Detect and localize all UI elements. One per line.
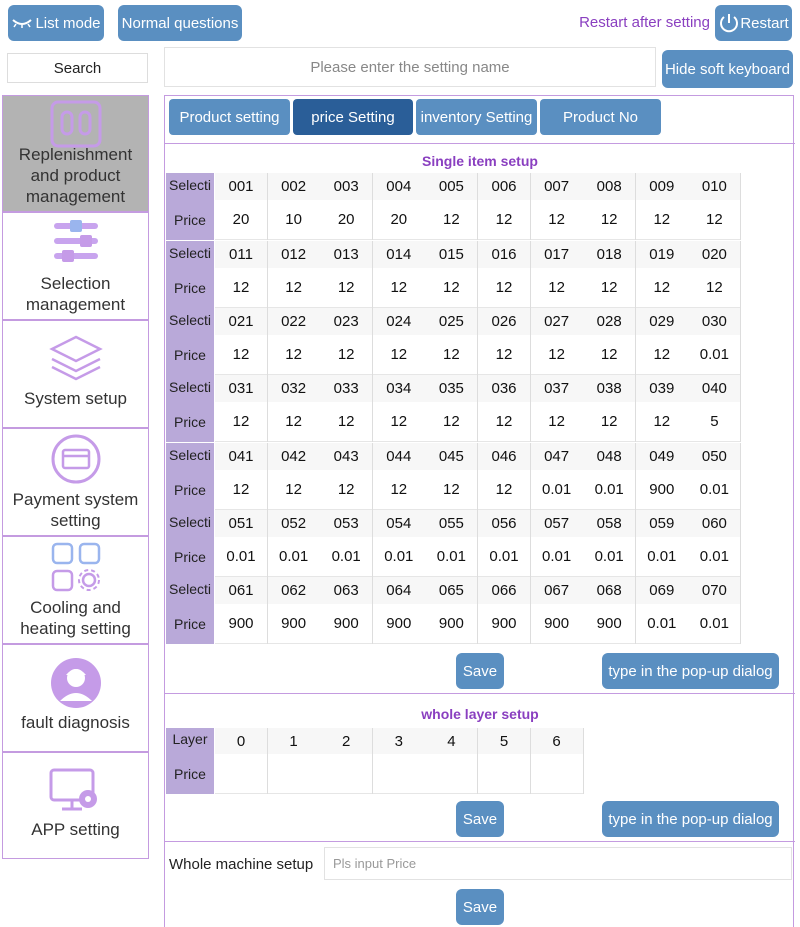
price-row-header: Price bbox=[166, 200, 214, 240]
price-cell[interactable]: 12 bbox=[268, 268, 320, 308]
cell-divider bbox=[740, 577, 741, 644]
tab-label: Product No bbox=[562, 108, 639, 126]
list-mode-label: List mode bbox=[35, 14, 101, 32]
layer-price-cell[interactable] bbox=[478, 754, 530, 794]
price-cell[interactable]: 0.01 bbox=[583, 470, 635, 510]
price-cell[interactable]: 12 bbox=[215, 268, 267, 308]
selection-cell: 035 bbox=[425, 375, 477, 402]
selection-cell: 044 bbox=[373, 443, 425, 470]
grid-gear-icon bbox=[50, 541, 102, 593]
selection-cell: 056 bbox=[478, 510, 530, 537]
cell-divider bbox=[583, 728, 584, 794]
selection-cell: 024 bbox=[373, 308, 425, 335]
selection-cell: 012 bbox=[268, 241, 320, 268]
price-cell[interactable]: 0.01 bbox=[688, 537, 740, 577]
layer-cell: 3 bbox=[373, 728, 425, 754]
divider bbox=[165, 841, 795, 842]
price-cell[interactable]: 12 bbox=[531, 402, 583, 442]
selection-cell: 063 bbox=[320, 577, 372, 604]
selection-cell: 036 bbox=[478, 375, 530, 402]
price-cell[interactable]: 12 bbox=[583, 200, 635, 240]
price-cell[interactable]: 12 bbox=[583, 268, 635, 308]
price-cell[interactable]: 10 bbox=[268, 200, 320, 240]
price-cell[interactable]: 12 bbox=[215, 470, 267, 510]
price-cell[interactable]: 12 bbox=[478, 470, 530, 510]
selection-cell: 028 bbox=[583, 308, 635, 335]
selection-cell: 029 bbox=[636, 308, 688, 335]
whole-layer-popup-button[interactable]: type in the pop-up dialog bbox=[602, 801, 779, 837]
vending-machine-icon bbox=[50, 100, 102, 148]
cell-divider bbox=[740, 510, 741, 577]
selection-row-header: Selecti bbox=[166, 375, 214, 402]
price-cell[interactable]: 900 bbox=[215, 604, 267, 644]
price-cell[interactable]: 900 bbox=[320, 604, 372, 644]
selection-cell: 017 bbox=[531, 241, 583, 268]
price-cell[interactable]: 12 bbox=[268, 470, 320, 510]
sidebar-item-selection[interactable] bbox=[2, 212, 149, 320]
selection-cell: 069 bbox=[636, 577, 688, 604]
selection-cell: 027 bbox=[531, 308, 583, 335]
sidebar-item-payment[interactable] bbox=[2, 428, 149, 536]
selection-cell: 018 bbox=[583, 241, 635, 268]
selection-cell: 059 bbox=[636, 510, 688, 537]
cell-divider bbox=[740, 443, 741, 510]
price-cell[interactable]: 0.01 bbox=[688, 604, 740, 644]
selection-cell: 070 bbox=[688, 577, 740, 604]
single-item-title: Single item setup bbox=[422, 153, 538, 169]
price-cell[interactable]: 12 bbox=[425, 402, 477, 442]
price-cell[interactable]: 20 bbox=[320, 200, 372, 240]
selection-cell: 040 bbox=[688, 375, 740, 402]
divider bbox=[165, 693, 795, 694]
price-cell[interactable]: 0.01 bbox=[478, 537, 530, 577]
selection-row-header: Selecti bbox=[166, 577, 214, 604]
price-cell[interactable]: 12 bbox=[688, 200, 740, 240]
selection-cell: 065 bbox=[425, 577, 477, 604]
selection-cell: 053 bbox=[320, 510, 372, 537]
price-cell[interactable]: 12 bbox=[531, 268, 583, 308]
sidebar-item-label: Payment system setting bbox=[12, 490, 139, 530]
layer-price-cell[interactable] bbox=[425, 754, 477, 794]
selection-cell: 026 bbox=[478, 308, 530, 335]
tab-product-no[interactable] bbox=[540, 99, 661, 135]
tab-label: price Setting bbox=[311, 108, 395, 126]
price-cell[interactable]: 12 bbox=[425, 268, 477, 308]
price-cell[interactable]: 12 bbox=[425, 200, 477, 240]
price-cell[interactable]: 12 bbox=[531, 200, 583, 240]
whole-layer-save-button[interactable]: Save bbox=[456, 801, 504, 837]
price-cell[interactable]: 12 bbox=[320, 470, 372, 510]
selection-cell: 014 bbox=[373, 241, 425, 268]
price-cell[interactable]: 0.01 bbox=[531, 537, 583, 577]
sliders-icon bbox=[50, 217, 102, 265]
selection-cell: 006 bbox=[478, 173, 530, 200]
selection-cell: 062 bbox=[268, 577, 320, 604]
selection-cell: 025 bbox=[425, 308, 477, 335]
selection-cell: 061 bbox=[215, 577, 267, 604]
price-cell[interactable]: 12 bbox=[478, 200, 530, 240]
selection-cell: 008 bbox=[583, 173, 635, 200]
price-cell[interactable]: 12 bbox=[373, 335, 425, 375]
selection-cell: 011 bbox=[215, 241, 267, 268]
sidebar bbox=[0, 95, 150, 859]
price-cell[interactable]: 0.01 bbox=[373, 537, 425, 577]
sidebar-item-cooling-heating[interactable] bbox=[2, 536, 149, 644]
price-cell[interactable]: 900 bbox=[478, 604, 530, 644]
selection-cell: 010 bbox=[688, 173, 740, 200]
price-row-header: Price bbox=[166, 604, 214, 644]
price-cell[interactable]: 12 bbox=[636, 268, 688, 308]
layer-row-header: Layer bbox=[166, 728, 214, 754]
price-cell[interactable]: 0.01 bbox=[688, 470, 740, 510]
price-cell[interactable]: 12 bbox=[373, 268, 425, 308]
credit-card-icon bbox=[50, 433, 102, 485]
selection-row-header: Selecti bbox=[166, 308, 214, 335]
sidebar-item-system-setup[interactable] bbox=[2, 320, 149, 428]
selection-cell: 043 bbox=[320, 443, 372, 470]
selection-row-header: Selecti bbox=[166, 510, 214, 537]
power-icon bbox=[718, 12, 740, 34]
selection-cell: 001 bbox=[215, 173, 267, 200]
selection-cell: 022 bbox=[268, 308, 320, 335]
layer-cell: 0 bbox=[215, 728, 267, 754]
selection-row-header: Selecti bbox=[166, 443, 214, 470]
selection-cell: 013 bbox=[320, 241, 372, 268]
divider bbox=[165, 143, 795, 144]
price-row-header: Price bbox=[166, 754, 214, 794]
eye-closed-icon bbox=[11, 16, 33, 30]
layer-price-cell[interactable] bbox=[531, 754, 583, 794]
restart-note: Restart after setting bbox=[579, 14, 710, 31]
selection-cell: 004 bbox=[373, 173, 425, 200]
price-cell[interactable]: 900 bbox=[636, 470, 688, 510]
selection-cell: 060 bbox=[688, 510, 740, 537]
selection-cell: 023 bbox=[320, 308, 372, 335]
price-cell[interactable]: 12 bbox=[268, 402, 320, 442]
layer-cell: 5 bbox=[478, 728, 530, 754]
normal-questions-button[interactable] bbox=[118, 5, 242, 41]
selection-cell: 038 bbox=[583, 375, 635, 402]
selection-cell: 046 bbox=[478, 443, 530, 470]
price-cell[interactable]: 20 bbox=[373, 200, 425, 240]
layer-price-cell[interactable] bbox=[320, 754, 372, 794]
search-button[interactable]: Search bbox=[7, 53, 148, 83]
sidebar-item-label: fault diagnosis bbox=[21, 713, 130, 732]
selection-cell: 034 bbox=[373, 375, 425, 402]
price-cell[interactable]: 20 bbox=[215, 200, 267, 240]
selection-cell: 031 bbox=[215, 375, 267, 402]
selection-cell: 032 bbox=[268, 375, 320, 402]
price-cell[interactable]: 0.01 bbox=[215, 537, 267, 577]
price-cell[interactable]: 12 bbox=[215, 335, 267, 375]
hide-keyboard-button[interactable] bbox=[662, 50, 793, 88]
selection-cell: 039 bbox=[636, 375, 688, 402]
price-cell[interactable]: 0.01 bbox=[320, 537, 372, 577]
layer-price-cell[interactable] bbox=[268, 754, 320, 794]
price-cell[interactable]: 0.01 bbox=[583, 537, 635, 577]
whole-machine-save-button[interactable]: Save bbox=[456, 889, 504, 925]
tab-product-setting[interactable] bbox=[169, 99, 290, 135]
layer-cell: 2 bbox=[320, 728, 372, 754]
tab-price-setting[interactable] bbox=[293, 99, 413, 135]
selection-cell: 048 bbox=[583, 443, 635, 470]
price-cell[interactable]: 900 bbox=[531, 604, 583, 644]
tab-label: Product setting bbox=[179, 108, 280, 126]
sidebar-item-label: Cooling and heating setting bbox=[20, 598, 131, 638]
sidebar-item-app-setting[interactable] bbox=[2, 752, 149, 859]
selection-cell: 009 bbox=[636, 173, 688, 200]
main-panel bbox=[164, 95, 794, 927]
selection-cell: 007 bbox=[531, 173, 583, 200]
restart-button[interactable] bbox=[715, 5, 792, 41]
selection-row-header: Selecti bbox=[166, 241, 214, 268]
price-cell[interactable]: 900 bbox=[425, 604, 477, 644]
sidebar-item-label: Selection management bbox=[25, 274, 126, 314]
selection-cell: 033 bbox=[320, 375, 372, 402]
selection-cell: 058 bbox=[583, 510, 635, 537]
whole-machine-price-input[interactable]: Pls input Price bbox=[324, 847, 792, 880]
technician-icon bbox=[50, 657, 102, 709]
sidebar-item-label: System setup bbox=[24, 389, 127, 408]
price-cell[interactable]: 900 bbox=[373, 604, 425, 644]
price-cell[interactable]: 12 bbox=[688, 268, 740, 308]
selection-row-header: Selecti bbox=[166, 173, 214, 200]
price-row-header: Price bbox=[166, 470, 214, 510]
setting-name-input[interactable]: Please enter the setting name bbox=[164, 47, 656, 87]
single-item-popup-button[interactable]: type in the pop-up dialog bbox=[602, 653, 779, 689]
price-cell[interactable]: 12 bbox=[478, 402, 530, 442]
price-cell[interactable]: 12 bbox=[478, 335, 530, 375]
price-cell[interactable]: 12 bbox=[373, 470, 425, 510]
cell-divider bbox=[740, 375, 741, 442]
selection-cell: 005 bbox=[425, 173, 477, 200]
layer-price-cell[interactable] bbox=[373, 754, 425, 794]
restart-label: Restart bbox=[740, 14, 789, 32]
selection-cell: 067 bbox=[531, 577, 583, 604]
cell-divider bbox=[740, 173, 741, 240]
price-cell[interactable]: 900 bbox=[583, 604, 635, 644]
selection-cell: 019 bbox=[636, 241, 688, 268]
price-cell[interactable]: 12 bbox=[531, 335, 583, 375]
price-cell[interactable]: 12 bbox=[425, 470, 477, 510]
whole-machine-label: Whole machine setup bbox=[169, 856, 314, 873]
price-cell[interactable]: 0.01 bbox=[688, 335, 740, 375]
selection-cell: 054 bbox=[373, 510, 425, 537]
price-cell[interactable]: 12 bbox=[636, 335, 688, 375]
selection-cell: 045 bbox=[425, 443, 477, 470]
sidebar-item-fault-diagnosis[interactable] bbox=[2, 644, 149, 752]
price-cell[interactable]: 0.01 bbox=[425, 537, 477, 577]
price-cell[interactable]: 12 bbox=[320, 268, 372, 308]
tab-label: inventory Setting bbox=[420, 108, 533, 126]
selection-cell: 047 bbox=[531, 443, 583, 470]
price-cell[interactable]: 0.01 bbox=[636, 537, 688, 577]
selection-cell: 057 bbox=[531, 510, 583, 537]
list-mode-button[interactable] bbox=[8, 5, 104, 41]
selection-cell: 003 bbox=[320, 173, 372, 200]
selection-cell: 052 bbox=[268, 510, 320, 537]
whole-layer-title: whole layer setup bbox=[421, 706, 539, 722]
layer-cell: 4 bbox=[425, 728, 477, 754]
selection-cell: 066 bbox=[478, 577, 530, 604]
selection-cell: 049 bbox=[636, 443, 688, 470]
cell-divider bbox=[740, 308, 741, 375]
cell-divider bbox=[740, 241, 741, 308]
selection-cell: 050 bbox=[688, 443, 740, 470]
tab-inventory-setting[interactable] bbox=[416, 99, 537, 135]
selection-cell: 051 bbox=[215, 510, 267, 537]
price-cell[interactable]: 5 bbox=[688, 402, 740, 442]
price-cell[interactable]: 12 bbox=[268, 335, 320, 375]
selection-cell: 016 bbox=[478, 241, 530, 268]
price-row-header: Price bbox=[166, 402, 214, 442]
sidebar-item-replenishment[interactable] bbox=[2, 95, 149, 212]
selection-cell: 064 bbox=[373, 577, 425, 604]
price-row-header: Price bbox=[166, 537, 214, 577]
monitor-gear-icon bbox=[48, 767, 104, 819]
price-row-header: Price bbox=[166, 268, 214, 308]
price-cell[interactable]: 12 bbox=[636, 200, 688, 240]
selection-cell: 021 bbox=[215, 308, 267, 335]
price-cell[interactable]: 0.01 bbox=[531, 470, 583, 510]
price-cell[interactable]: 0.01 bbox=[636, 604, 688, 644]
price-cell[interactable]: 12 bbox=[215, 402, 267, 442]
selection-cell: 055 bbox=[425, 510, 477, 537]
layer-cell: 1 bbox=[268, 728, 320, 754]
single-item-save-button[interactable]: Save bbox=[456, 653, 504, 689]
price-cell[interactable]: 12 bbox=[320, 402, 372, 442]
price-cell[interactable]: 0.01 bbox=[268, 537, 320, 577]
selection-cell: 030 bbox=[688, 308, 740, 335]
layer-price-cell[interactable] bbox=[215, 754, 267, 794]
layer-cell: 6 bbox=[531, 728, 583, 754]
price-cell[interactable]: 900 bbox=[268, 604, 320, 644]
selection-cell: 042 bbox=[268, 443, 320, 470]
sidebar-item-label: Replenishment and product management bbox=[18, 145, 133, 206]
price-cell[interactable]: 12 bbox=[478, 268, 530, 308]
selection-cell: 015 bbox=[425, 241, 477, 268]
price-cell[interactable]: 12 bbox=[425, 335, 477, 375]
price-cell[interactable]: 12 bbox=[320, 335, 372, 375]
selection-cell: 041 bbox=[215, 443, 267, 470]
sidebar-item-label: APP setting bbox=[31, 820, 120, 839]
layers-icon bbox=[48, 333, 104, 385]
normal-questions-label: Normal questions bbox=[121, 14, 239, 32]
price-cell[interactable]: 12 bbox=[583, 335, 635, 375]
selection-cell: 037 bbox=[531, 375, 583, 402]
selection-cell: 068 bbox=[583, 577, 635, 604]
selection-cell: 020 bbox=[688, 241, 740, 268]
price-row-header: Price bbox=[166, 335, 214, 375]
selection-cell: 002 bbox=[268, 173, 320, 200]
price-cell[interactable]: 12 bbox=[636, 402, 688, 442]
price-cell[interactable]: 12 bbox=[373, 402, 425, 442]
price-cell[interactable]: 12 bbox=[583, 402, 635, 442]
hide-keyboard-label: Hide soft keyboard bbox=[664, 60, 791, 78]
